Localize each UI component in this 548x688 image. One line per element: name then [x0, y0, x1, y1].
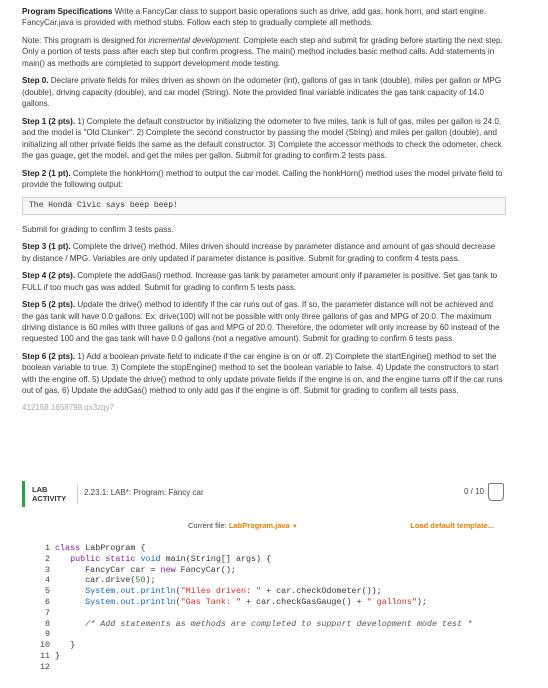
spec-step-5: Step 5 (2 pts). Update the drive() method to identify if the car runs out of gas. If so, the parameter distance will not be achieved and the gas tank will have 0.0 gallons. Ex: drive(100) will not be possible with only three gallons of gas and MPG of 20.0. The maximum driving distance is 60 miles with three gallons of gas and MPG of 20.0. Therefore, the odometer will only increase by 60 instead of the requested 100 and the gas tank will have 0.0 gallons (not a negative amount). Submit for grading to confirm 6 tests pass. — [22, 300, 500, 344]
program-specification — [22, 6, 506, 413]
line-number: 5 — [44, 586, 50, 597]
code-line[interactable]: public static void main(String[] args) { — [70, 553, 272, 564]
code-line[interactable]: FancyCar car = new FancyCar(); — [55, 564, 236, 575]
line-number: 4 — [44, 575, 50, 586]
line-number-gutter — [22, 543, 52, 673]
line-number: 6 — [44, 596, 50, 607]
activity-accent-bar — [22, 481, 25, 507]
expected-output-box: The Honda Civic says beep beep! — [22, 197, 506, 215]
spec-step-3: Step 3 (1 pt). Complete the drive() method. Miles driven should increase by parameter distance and amount of gas should decrease by distance / MPG. Variables are only updated if parameter distance is positive. Submit for grading to confirm 4 tests pass. — [22, 242, 496, 263]
line-number: 1 — [44, 543, 50, 553]
current-file-name[interactable]: LabProgram.java — [228, 521, 290, 530]
activity-score: 0 / 10 — [463, 487, 484, 496]
code-line[interactable]: class LabProgram { — [55, 543, 146, 553]
line-number: 11 — [39, 650, 50, 661]
line-number: 3 — [44, 564, 50, 575]
code-line[interactable]: car.drive(50); — [55, 575, 156, 586]
code-editor[interactable] — [22, 543, 506, 688]
code-line[interactable]: System.out.println("Miles driven: " + car.checkOdometer()); — [85, 586, 382, 597]
activity-title: 2.23.1: LAB*: Program: Fancy car — [84, 488, 204, 497]
lab-activity-header — [22, 481, 506, 509]
spec-intro: Program Specifications Write a FancyCar class to support basic operations such as drive, add gas, honk horn, and start engine. FancyCar.java is provided with method stubs. Follow each step to gradually complete all methods. — [22, 7, 487, 28]
activity-hash-id: 412158.1658798.qx3zqy7 — [22, 402, 115, 412]
completion-badge-icon — [488, 483, 504, 501]
spec-step-6: Step 6 (2 pts). 1) Add a boolean private field to indicate if the car engine is on or off. 2) Complete the startEngine() method to set the boolean variable to true. 3) Complete the stopEngine() method to set the boolean variable to false. 4) Update the constructors to start with the engine off. 5) Update the drive() method to only update private fields if the engine is on, and the engine turns off if the car runs out of gas. 6) Update the addGas() method to only add gas if the engine is off. Submit for grading to confirm all tests pass. — [22, 352, 503, 396]
line-number: 12 — [39, 661, 50, 672]
spec-step-0: Step 0. Declare private fields for miles driven as shown on the odometer (int), gallons of gas in tank (double), miles per gallon or MPG (double), driving capacity (double), and car model (String). Note the provided final variable indicates the gas tank capacity of 14.0 gallons. — [22, 76, 502, 109]
spec-step-4: Step 4 (2 pts). Complete the addGas() method. Increase gas tank by parameter amount only if parameter is positive. Set gas tank to FULL if too much gas was added. Submit for grading to confirm 5 tests pass. — [22, 271, 498, 292]
spec-note: Note: This program is designed for incremental development. Complete each step and submit for grading before starting the next step. Only a portion of tests pass after each step but confirm progress. The main() method includes basic method calls. Add statements in main() as methods are completed to support development mode testing. — [22, 36, 503, 68]
spec-step-1: Step 1 (2 pts). 1) Complete the default constructor by initializing the odometer to five miles, tank is full of gas, miles per gallon is 24.0, and the model is "Old Clunker". 2) Complete the second constructor by passing the model (String) and miles per gallon (double), and initializing all other private fields the same as the default constructor. 3) Complete the accessor methods to check the odometer, check the gas guage, get the model, and get the miles per gallon. Submit for grading to confirm 2 tests pass. — [22, 116, 502, 161]
header-divider — [77, 484, 78, 504]
code-line[interactable] — [55, 608, 472, 619]
line-number: 8 — [44, 618, 50, 629]
current-file-selector[interactable]: Current file: LabProgram.java ▼ — [188, 521, 298, 530]
code-text[interactable] — [55, 543, 472, 673]
code-line[interactable]: } — [55, 650, 61, 661]
lab-activity-label: LAB ACTIVITY — [32, 485, 67, 503]
spec-step-2: Step 2 (1 pt). Complete the honkHorn() method to output the car model. Calling the honkHorn() method uses the model private field to provide the following output: — [22, 168, 503, 190]
code-line[interactable]: System.out.println("Gas Tank: " + car.checkGasGauge() + " gallons"); — [85, 596, 427, 607]
line-number: 2 — [44, 553, 50, 564]
spec-submit-3: Submit for grading to confirm 3 tests pass. — [22, 224, 174, 234]
code-line[interactable] — [55, 662, 472, 673]
code-line[interactable]: /* Add statements as methods are completed to support development mode test * — [85, 618, 473, 629]
line-number: 7 — [44, 607, 50, 618]
code-line[interactable] — [55, 629, 472, 640]
code-line[interactable]: } — [55, 640, 76, 651]
editor-toolbar — [22, 519, 506, 533]
load-default-template-link[interactable]: Load default template... — [410, 521, 494, 530]
line-number: 10 — [39, 640, 50, 651]
chevron-down-icon[interactable]: ▼ — [291, 524, 298, 530]
line-number: 9 — [44, 629, 50, 640]
